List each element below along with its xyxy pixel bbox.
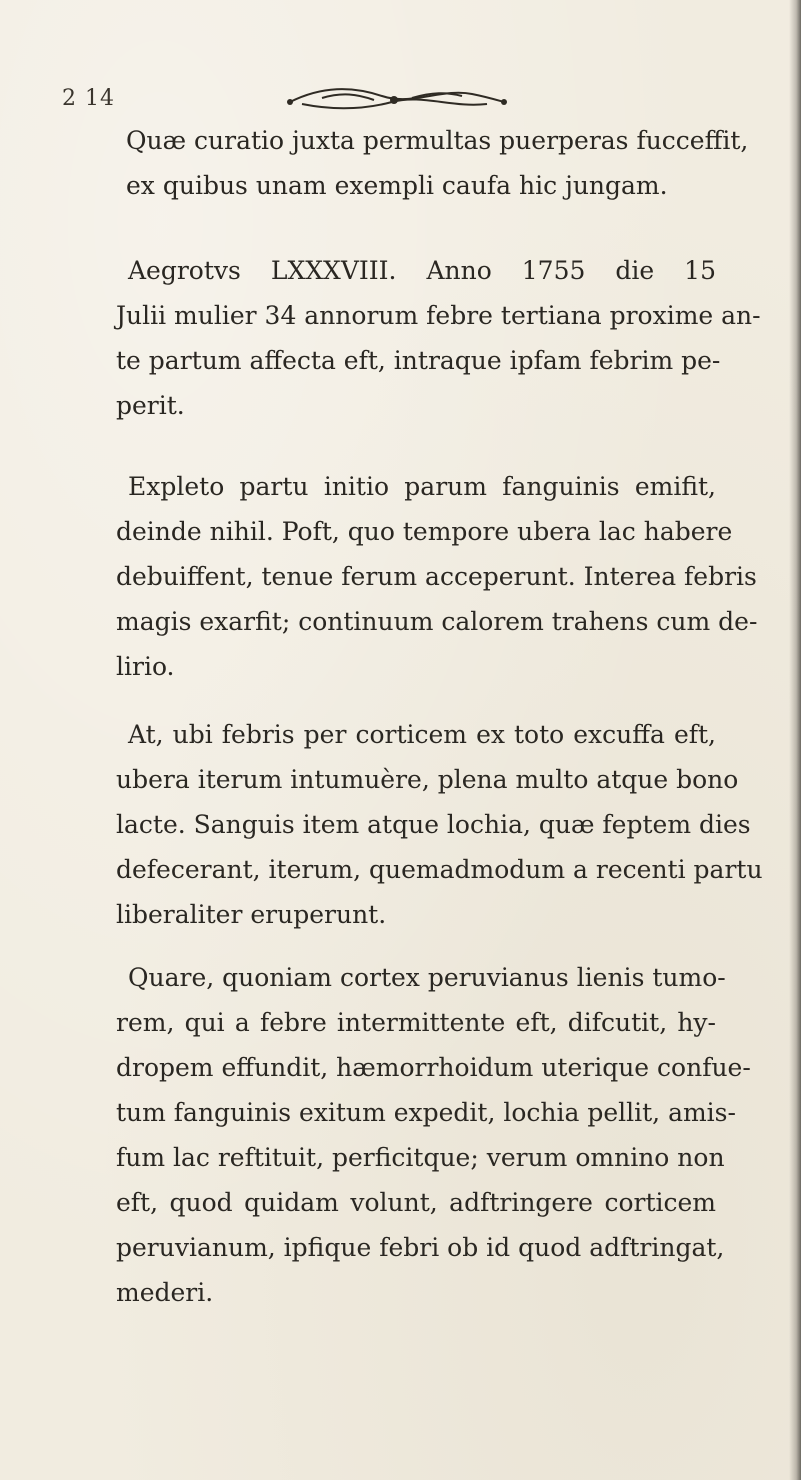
text-line: mederi.: [116, 1278, 214, 1307]
text-line: rem, qui a febre intermittente eft, difcutit, hy-: [116, 1008, 716, 1037]
text-line: At, ubi febris per corticem ex toto excuffa eft,: [128, 720, 716, 749]
paragraph-conclusion: [116, 955, 751, 1315]
text-line: ubera iterum intumuère, plena multo atque bono: [116, 765, 739, 794]
text-line: deinde nihil. Poft, quo tempore ubera lac habere: [116, 517, 733, 546]
text-line: dropem effundit, hæmorrhoidum uterique confue-: [116, 1053, 751, 1082]
text-line: Expleto partu initio parum fanguinis emifit,: [128, 472, 716, 501]
text-line: lacte. Sanguis item atque lochia, quæ feptem dies: [116, 810, 751, 839]
ornament-flourish-icon: [282, 80, 512, 120]
text-line: Quæ curatio juxta permultas puerperas fucceffit,: [126, 126, 749, 155]
text-line: debuiffent, tenue ferum acceperunt. Interea febris: [116, 562, 757, 591]
text-line: lirio.: [116, 652, 175, 681]
page-edge-shadow: [789, 0, 801, 1480]
text-line: perit.: [116, 391, 185, 420]
text-line: Quare, quoniam cortex peruvianus lienis tumo-: [128, 963, 726, 992]
text-line: tum fanguinis exitum expedit, lochia pellit, amis-: [116, 1098, 736, 1127]
text-line: defecerant, iterum, quemadmodum a recenti partu: [116, 855, 763, 884]
text-line: Aegrotvs LXXXVIII. Anno 1755 die 15: [128, 256, 716, 285]
text-line: peruvianum, ipfique febri ob id quod adftringat,: [116, 1233, 725, 1262]
text-line: ex quibus unam exempli caufa hic jungam.: [126, 171, 668, 200]
paragraph-intro: [126, 118, 749, 208]
text-line: eft, quod quidam volunt, adftringere corticem: [116, 1188, 716, 1217]
text-line: te partum affecta eft, intraque ipfam febrim pe-: [116, 346, 721, 375]
text-line: Julii mulier 34 annorum febre tertiana proxime an-: [116, 301, 761, 330]
paragraph-case-heading: [116, 248, 761, 428]
text-line: liberaliter eruperunt.: [116, 900, 387, 929]
paragraph-symptoms: [116, 464, 758, 689]
text-line: fum lac reftituit, perficitque; verum omnino non: [116, 1143, 725, 1172]
text-line: magis exarfit; continuum calorem trahens cum de-: [116, 607, 758, 636]
paragraph-recovery: [116, 712, 763, 937]
page-number: 2 14: [62, 86, 115, 111]
